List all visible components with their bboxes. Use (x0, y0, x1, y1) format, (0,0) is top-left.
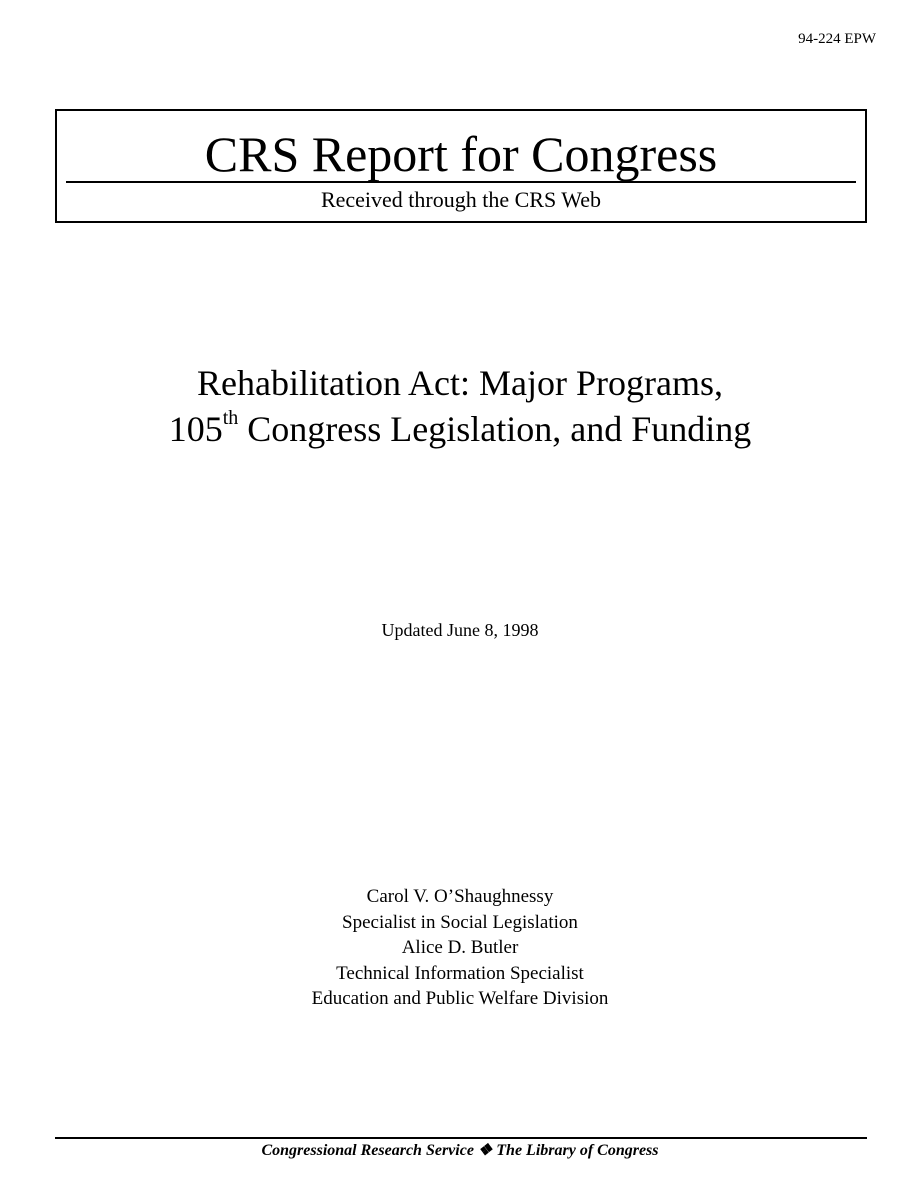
ordinal-suffix: th (222, 407, 239, 429)
document-title-line-2-rest: Congress Legislation, and Funding (238, 409, 752, 449)
crs-banner (55, 109, 867, 223)
banner-divider (66, 181, 856, 183)
author-line: Alice D. Butler (401, 937, 519, 958)
report-number: 94-224 EPW (798, 31, 876, 47)
congress-number: 105 (168, 409, 223, 449)
document-title-line-1: Rehabilitation Act: Major Programs, (197, 363, 723, 403)
author-block (0, 884, 920, 1012)
author-line: Carol V. O’Shaughnessy (366, 886, 554, 907)
footer-text: Congressional Research Service ❖ The Library of Congress (261, 1142, 659, 1159)
author-line: Specialist in Social Legislation (342, 911, 578, 933)
footer-divider (55, 1137, 867, 1139)
updated-date: Updated June 8, 1998 (381, 620, 539, 640)
document-title-line-2 (0, 406, 920, 452)
author-line: Technical Information Specialist (336, 962, 584, 984)
banner-title: CRS Report for Congress (204, 126, 718, 182)
document-title (0, 360, 920, 452)
author-line: Education and Public Welfare Division (311, 988, 609, 1009)
banner-subtitle: Received through the CRS Web (320, 187, 602, 212)
